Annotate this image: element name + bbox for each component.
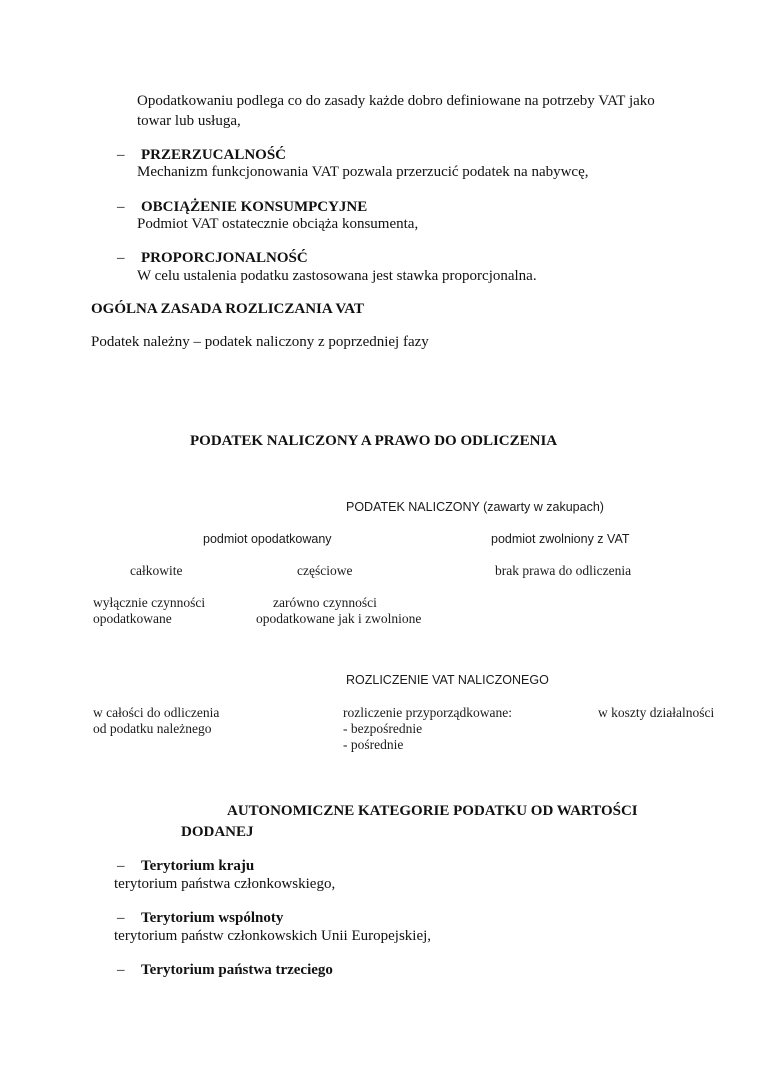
- diagram1-left-node: podmiot opodatkowany: [203, 532, 332, 546]
- bullet-text-obciazenie: Podmiot VAT ostatecznie obciąża konsumenta,: [137, 216, 419, 232]
- section-heading-podatek-naliczony: PODATEK NALICZONY A PRAWO DO ODLICZENIA: [190, 433, 558, 449]
- diagram1-right-node: podmiot zwolniony z VAT: [491, 532, 630, 546]
- bullet-dash: –: [117, 199, 125, 215]
- diagram1-both-line-1: zarówno czynności: [273, 595, 377, 610]
- territory-title-trzeciego: Terytorium państwa trzeciego: [141, 962, 333, 978]
- diagram1-exclusive-line-1: wyłącznie czynności: [93, 595, 206, 610]
- intro-line-2: towar lub usługa,: [137, 113, 241, 129]
- bullet-title-proporcjonalnosc: PROPORCJONALNOŚĆ: [141, 250, 308, 266]
- territory-title-wspolnoty: Terytorium wspólnoty: [141, 910, 284, 926]
- diagram2-left-line-1: w całości do odliczenia: [93, 705, 220, 720]
- bullet-dash: –: [117, 250, 125, 266]
- bullet-text-przerzucalnosc: Mechanizm funkcjonowania VAT pozwala przerzucić podatek na nabywcę,: [137, 164, 589, 180]
- diagram1-root: PODATEK NALICZONY (zawarty w zakupach): [346, 500, 604, 514]
- diagram1-no-right-node: brak prawa do odliczenia: [495, 563, 632, 578]
- diagram2-root: ROZLICZENIE VAT NALICZONEGO: [346, 673, 549, 687]
- diagram2-right-node: w koszty działalności: [598, 705, 715, 720]
- section-heading-autonomiczne-line-1: AUTONOMICZNE KATEGORIE PODATKU OD WARTOŚCI: [227, 803, 638, 819]
- territory-text-wspolnoty: terytorium państw członkowskich Unii Europejskiej,: [114, 928, 432, 944]
- diagram2-mid-line-3: - pośrednie: [343, 737, 404, 752]
- intro-line-1: Opodatkowaniu podlega co do zasady każde dobro definiowane na potrzeby VAT jako: [137, 93, 655, 109]
- section-heading-autonomiczne-line-2: DODANEJ: [181, 824, 254, 840]
- territory-title-kraju: Terytorium kraju: [141, 858, 255, 874]
- diagram1-full-node: całkowite: [130, 563, 183, 578]
- general-rule-text: Podatek należny – podatek naliczony z poprzedniej fazy: [91, 334, 429, 350]
- diagram1-exclusive-line-2: opodatkowane: [93, 611, 172, 626]
- bullet-title-przerzucalnosc: PRZERZUCALNOŚĆ: [141, 147, 287, 163]
- territory-text-kraju: terytorium państwa członkowskiego,: [114, 876, 336, 892]
- bullet-dash: –: [117, 858, 125, 874]
- bullet-dash: –: [117, 147, 125, 163]
- bullet-dash: –: [117, 962, 125, 978]
- diagram2-mid-line-1: rozliczenie przyporządkowane:: [343, 705, 513, 720]
- general-rule-heading: OGÓLNA ZASADA ROZLICZANIA VAT: [91, 301, 364, 317]
- diagram1-partial-node: częściowe: [297, 563, 353, 578]
- bullet-dash: –: [117, 910, 125, 926]
- diagram2-mid-line-2: - bezpośrednie: [343, 721, 423, 736]
- diagram1-both-line-2: opodatkowane jak i zwolnione: [256, 611, 422, 626]
- diagram2-left-line-2: od podatku należnego: [93, 721, 212, 736]
- bullet-title-obciazenie: OBCIĄŻENIE KONSUMPCYJNE: [141, 199, 368, 215]
- bullet-text-proporcjonalnosc: W celu ustalenia podatku zastosowana jest stawka proporcjonalna.: [137, 268, 537, 284]
